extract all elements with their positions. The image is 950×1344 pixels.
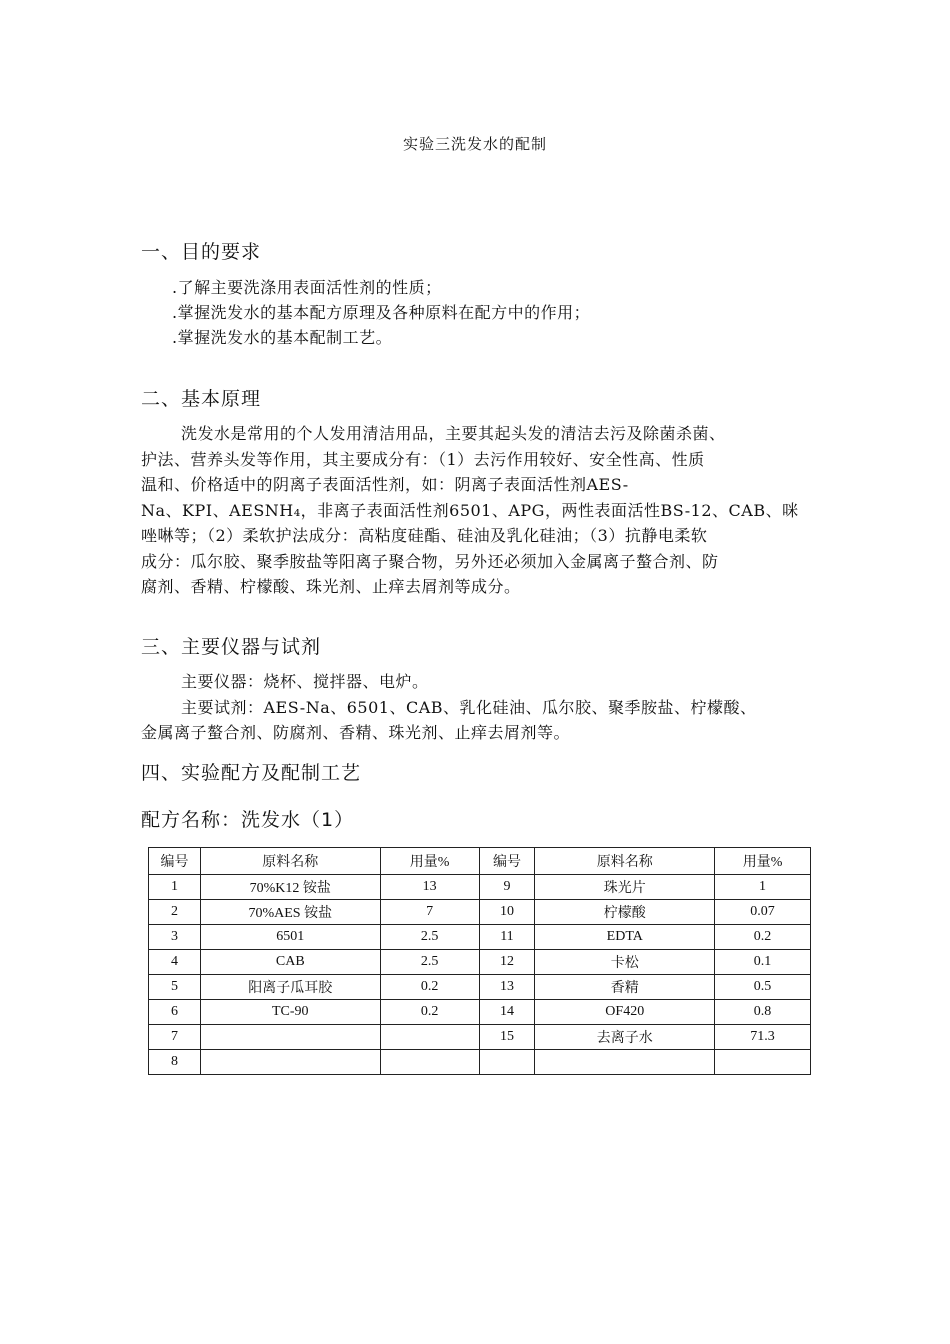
section-1-heading: 一、目的要求 xyxy=(141,241,262,263)
cell: TC-90 xyxy=(200,1000,380,1025)
section-4-heading: 四、实验配方及配制工艺 xyxy=(141,762,362,784)
cell: 13 xyxy=(380,875,479,900)
header-amount: 用量% xyxy=(715,848,811,875)
cell: OF420 xyxy=(535,1000,715,1025)
table-row xyxy=(149,950,811,975)
cell: 阳离子瓜耳胶 xyxy=(200,975,380,1000)
principle-line-2: 护法、营养头发等作用，其主要成分有：（1）去污作用较好、安全性高、性质 xyxy=(141,449,705,469)
cell: 1 xyxy=(149,875,201,900)
cell xyxy=(200,1050,380,1075)
cell xyxy=(200,1025,380,1050)
objective-item-1: .了解主要洗涤用表面活性剂的性质； xyxy=(172,278,442,297)
cell: 去离子水 xyxy=(535,1025,715,1050)
cell: 0.2 xyxy=(715,925,811,950)
cell: 0.2 xyxy=(380,975,479,1000)
objective-item-2: .掌握洗发水的基本配方原理及各种原料在配方中的作用； xyxy=(172,303,591,322)
cell xyxy=(479,1050,535,1075)
cell: 70%K12 铵盐 xyxy=(200,875,380,900)
cell: 70%AES 铵盐 xyxy=(200,900,380,925)
formula-name: 配方名称：洗发水（1） xyxy=(141,809,355,831)
cell: 珠光片 xyxy=(535,875,715,900)
principle-paragraph xyxy=(141,421,821,600)
cell xyxy=(715,1050,811,1075)
cell: 9 xyxy=(479,875,535,900)
cell: 14 xyxy=(479,1000,535,1025)
principle-line-7: 腐剂、香精、柠檬酸、珠光剂、止痒去屑剂等成分。 xyxy=(141,577,521,596)
section-3-heading: 三、主要仪器与试剂 xyxy=(141,636,322,658)
table-row xyxy=(149,925,811,950)
header-material: 原料名称 xyxy=(535,848,715,875)
header-id: 编号 xyxy=(149,848,201,875)
cell: 13 xyxy=(479,975,535,1000)
cell xyxy=(535,1050,715,1075)
cell: 2.5 xyxy=(380,950,479,975)
principle-line-6: 成分：瓜尔胶、聚季胺盐等阳离子聚合物，另外还必须加入金属离子螯合剂、防 xyxy=(141,551,719,571)
cell: 0.07 xyxy=(715,900,811,925)
principle-line-1: 洗发水是常用的个人发用清洁用品，主要其起头发的清洁去污及除菌杀菌、 xyxy=(181,424,726,443)
reagents-line-2: 金属离子螯合剂、防腐剂、香精、珠光剂、止痒去屑剂等。 xyxy=(141,723,571,742)
cell: 7 xyxy=(380,900,479,925)
cell: 0.1 xyxy=(715,950,811,975)
cell: 柠檬酸 xyxy=(535,900,715,925)
cell: 2 xyxy=(149,900,201,925)
table-row xyxy=(149,975,811,1000)
document-title: 实验三洗发水的配制 xyxy=(402,135,547,153)
table-header-row xyxy=(149,848,811,875)
cell: 71.3 xyxy=(715,1025,811,1050)
cell: CAB xyxy=(200,950,380,975)
cell: EDTA xyxy=(535,925,715,950)
header-id: 编号 xyxy=(479,848,535,875)
principle-line-4: Na、KPI、AESNH₄，非离子表面活性剂6501、APG，两性表面活性BS-12、CAB、咪 xyxy=(141,500,799,520)
table-row xyxy=(149,1050,811,1075)
cell xyxy=(380,1025,479,1050)
cell: 0.5 xyxy=(715,975,811,1000)
cell: 8 xyxy=(149,1050,201,1075)
cell: 香精 xyxy=(535,975,715,1000)
cell: 1 xyxy=(715,875,811,900)
principle-line-5: 唑啉等；（2）柔软护法成分：高粘度硅酯、硅油及乳化硅油；（3）抗静电柔软 xyxy=(141,526,708,545)
recipe-table xyxy=(148,847,811,1075)
cell: 卡松 xyxy=(535,950,715,975)
table-row xyxy=(149,1025,811,1050)
materials-paragraph xyxy=(141,669,821,746)
table-row xyxy=(149,875,811,900)
cell: 12 xyxy=(479,950,535,975)
cell: 10 xyxy=(479,900,535,925)
objective-item-3: .掌握洗发水的基本配制工艺。 xyxy=(172,328,393,347)
cell: 7 xyxy=(149,1025,201,1050)
cell: 3 xyxy=(149,925,201,950)
cell: 6 xyxy=(149,1000,201,1025)
reagents-line-1: 主要试剂：AES-Na、6501、CAB、乳化硅油、瓜尔胶、聚季胺盐、柠檬酸、 xyxy=(181,697,757,717)
table-row xyxy=(149,1000,811,1025)
principle-line-3: 温和、价格适中的阴离子表面活性剂，如：阴离子表面活性剂AES- xyxy=(141,475,629,494)
header-amount: 用量% xyxy=(380,848,479,875)
cell: 15 xyxy=(479,1025,535,1050)
header-material: 原料名称 xyxy=(200,848,380,875)
cell: 11 xyxy=(479,925,535,950)
section-2-heading: 二、基本原理 xyxy=(141,388,262,410)
cell: 6501 xyxy=(200,925,380,950)
cell: 0.2 xyxy=(380,1000,479,1025)
table-row xyxy=(149,900,811,925)
cell xyxy=(380,1050,479,1075)
cell: 2.5 xyxy=(380,925,479,950)
cell: 4 xyxy=(149,950,201,975)
instruments-line: 主要仪器：烧杯、搅拌器、电炉。 xyxy=(181,672,429,691)
cell: 0.8 xyxy=(715,1000,811,1025)
cell: 5 xyxy=(149,975,201,1000)
